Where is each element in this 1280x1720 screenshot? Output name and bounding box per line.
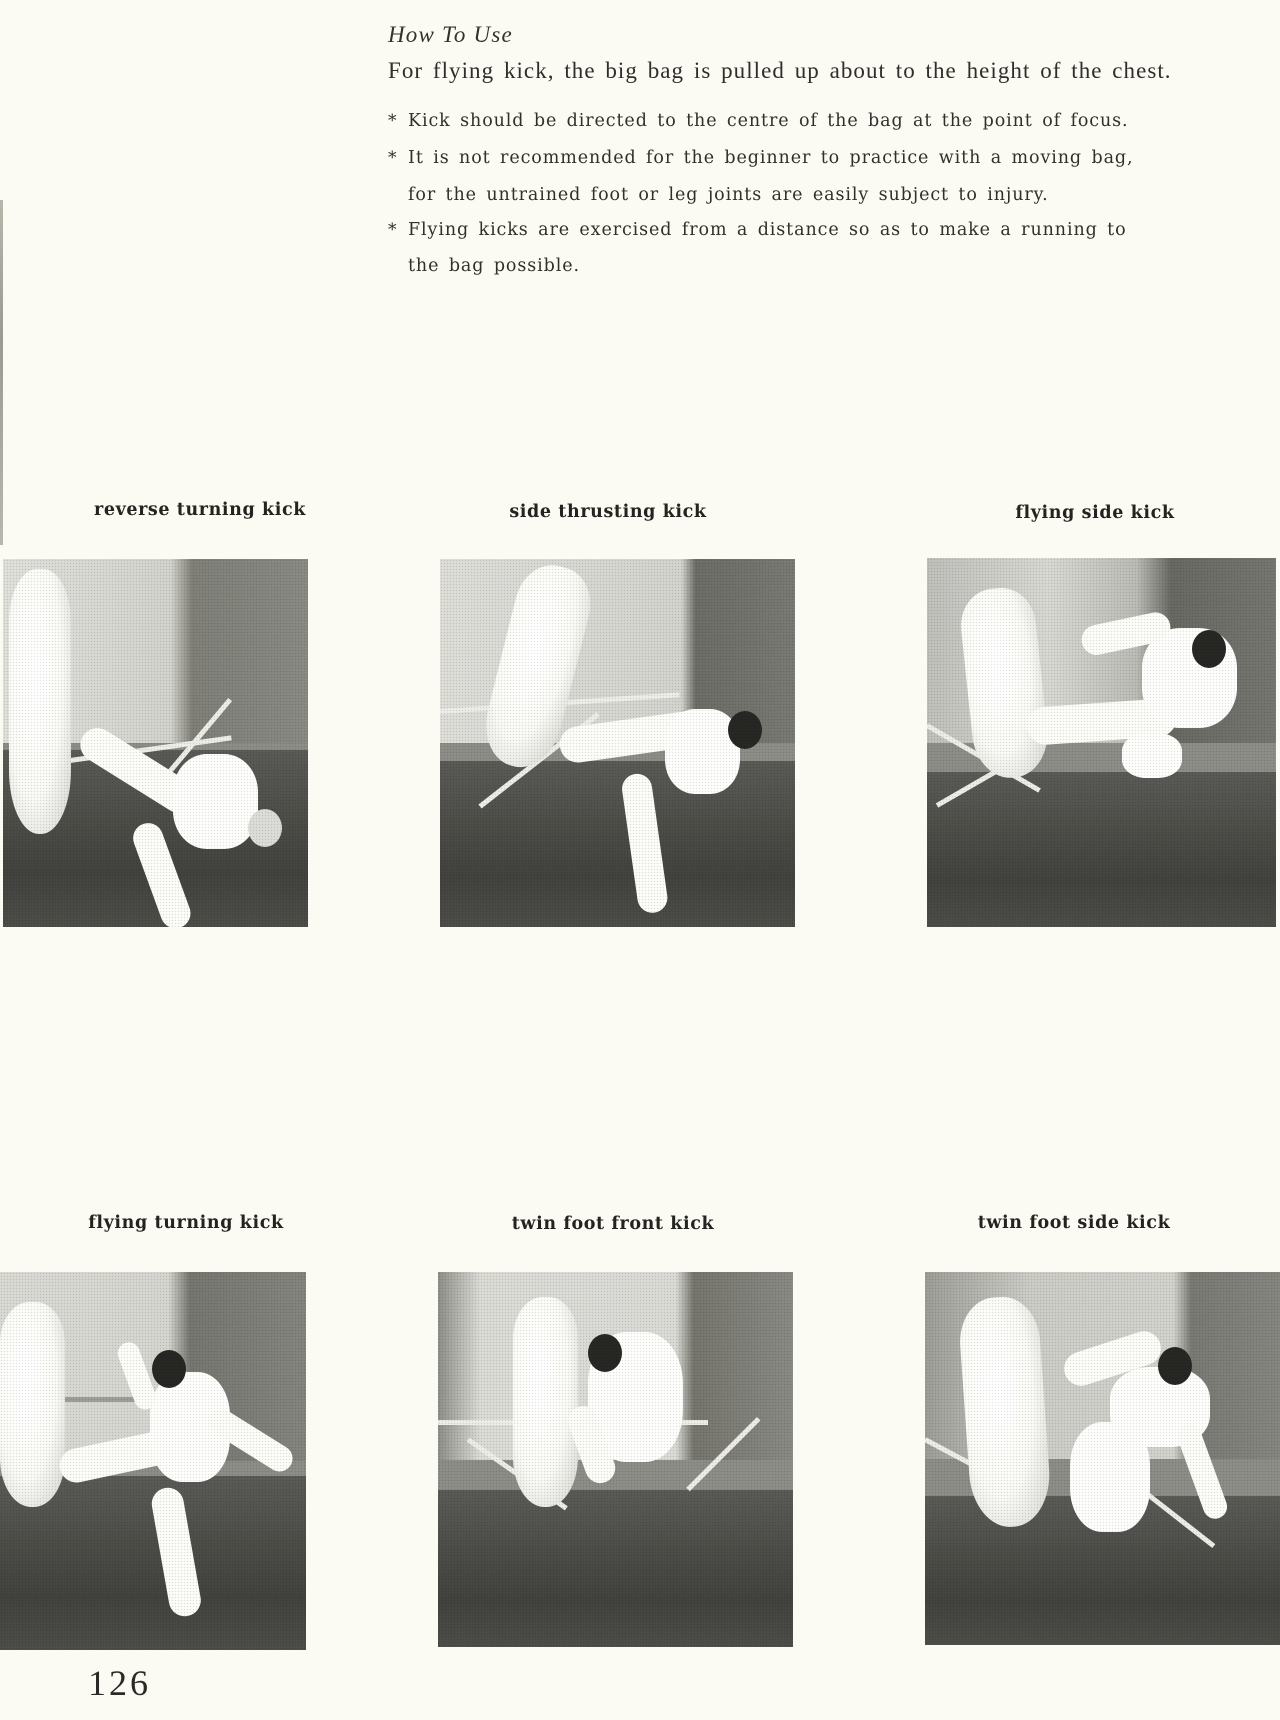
asterisk-bullet-icon: *	[388, 111, 398, 131]
figure-caption-3: flying side kick	[1015, 503, 1175, 523]
photo-reverse-turning-kick	[3, 559, 308, 927]
page-binding-edge	[0, 200, 3, 545]
figure-caption-2: side thrusting kick	[509, 502, 707, 522]
section-heading: How To Use	[388, 22, 513, 47]
photo-twin-foot-side-kick	[925, 1272, 1280, 1645]
bullet-item-2	[388, 148, 1133, 168]
asterisk-bullet-icon: *	[388, 220, 398, 240]
figure-caption-5: twin foot front kick	[511, 1214, 715, 1234]
figure-caption-6: twin foot side kick	[977, 1213, 1171, 1233]
bullet-item-1	[388, 111, 1129, 131]
lead-paragraph: For flying kick, the big bag is pulled up about to the height of the chest.	[388, 58, 1172, 83]
bullet-item-3-continuation: the bag possible.	[408, 256, 580, 276]
bullet-text: It is not recommended for the beginner to practice with a moving bag,	[408, 148, 1134, 168]
figure-caption-4: flying turning kick	[88, 1213, 284, 1233]
photo-flying-turning-kick	[0, 1272, 306, 1650]
page-number: 126	[88, 1663, 151, 1703]
photo-side-thrusting-kick	[440, 559, 795, 927]
asterisk-bullet-icon: *	[388, 148, 398, 168]
bullet-text: Flying kicks are exercised from a distance so as to make a running to	[408, 220, 1127, 240]
photo-flying-side-kick	[927, 558, 1276, 927]
figure-caption-1: reverse turning kick	[94, 500, 306, 520]
bullet-item-3	[388, 220, 1127, 240]
bullet-item-2-continuation: for the untrained foot or leg joints are easily subject to injury.	[408, 185, 1049, 205]
bullet-text: Kick should be directed to the centre of the bag at the point of focus.	[408, 111, 1129, 131]
photo-twin-foot-front-kick	[438, 1272, 793, 1647]
